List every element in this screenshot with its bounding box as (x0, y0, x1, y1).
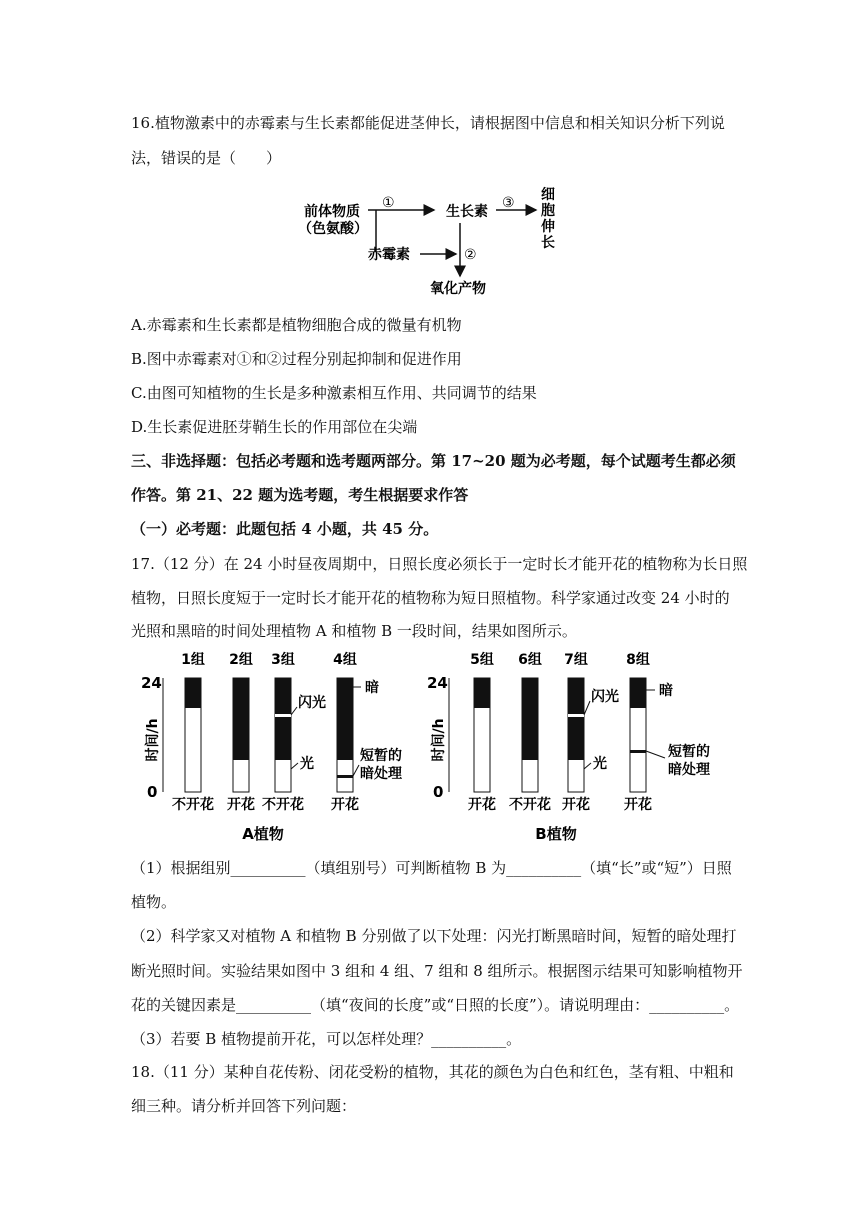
group-5-bar (474, 678, 490, 792)
group-2-result: 开花 (227, 797, 255, 813)
plant-b-caption: B植物 (535, 825, 577, 843)
q17-part2-line3: 花的关键因素是__________（填“夜间的长度”或“日照的长度”）。请说明理由：__________。 (131, 996, 740, 1014)
group-5-result: 开花 (468, 797, 496, 813)
flash-label-a: 闪光 (298, 695, 326, 711)
group-2-bar (233, 678, 249, 792)
q17-part1-line2: 植物。 (131, 893, 177, 911)
q17-stem-line2: 植物，日照长度短于一定时长才能开花的植物称为短日照植物。科学家通过改变 24 小时的 (131, 589, 730, 607)
precursor-label: 前体物质 (304, 204, 360, 220)
q16-option-d: D.生长素促进胚芽鞘生长的作用部位在尖端 (131, 418, 418, 436)
y-axis-label-a: 时间/h (145, 718, 161, 762)
cell-elongation-char-3: 伸 (541, 219, 555, 235)
q16-stem-line2: 法，错误的是（ ） (131, 149, 282, 167)
group-1-label: 1组 (181, 652, 205, 668)
group-4-result: 开花 (331, 797, 359, 813)
group-7-result: 开花 (562, 797, 590, 813)
q18-stem-line1: 18.（11 分）某种自花传粉、闭花受粉的植物，其花的颜色为白色和红色，茎有粗、中粗和 (131, 1063, 734, 1081)
q16-option-a: A.赤霉素和生长素都是植物细胞合成的微量有机物 (131, 316, 462, 334)
flash-label-b: 闪光 (591, 689, 619, 705)
group-3-label: 3组 (271, 652, 295, 668)
dark-label-b: 暗 (659, 683, 673, 699)
group-6-result: 不开花 (509, 797, 551, 813)
step1-marker: ① (382, 195, 395, 211)
step3-marker: ③ (502, 195, 515, 211)
q16-stem-line1: 16.植物激素中的赤霉素与生长素都能促进茎伸长，请根据图中信息和相关知识分析下列说 (131, 114, 725, 132)
y-axis-bottom-b: 0 (433, 783, 444, 801)
group-2-label: 2组 (229, 652, 253, 668)
light-label-a: 光 (300, 756, 314, 772)
step2-marker: ② (464, 247, 477, 263)
y-axis-label-b: 时间/h (431, 718, 447, 762)
section3-subheading: （一）必考题：此题包括 4 小题，共 45 分。 (131, 520, 439, 538)
group-3-result: 不开花 (262, 797, 304, 813)
brief-dark-label-b-1: 短暂的 (668, 744, 710, 760)
group-8-label: 8组 (626, 652, 650, 668)
y-axis-top-a: 24 (141, 674, 162, 692)
group-6-bar (522, 678, 538, 792)
group-8-bar (630, 678, 646, 792)
group-1-bar (185, 678, 201, 792)
plant-a-caption: A植物 (242, 825, 284, 843)
group-4-label: 4组 (333, 652, 357, 668)
precursor-note: （色氨酸） (298, 221, 368, 237)
group-6-label: 6组 (518, 652, 542, 668)
q16-option-c: C.由图可知植物的生长是多种激素相互作用、共同调节的结果 (131, 384, 537, 402)
q17-stem-line1: 17.（12 分）在 24 小时昼夜周期中，日照长度必须长于一定时长才能开花的植物称为长日照 (131, 555, 748, 573)
section3-heading-line1: 三、非选择题：包括必考题和选考题两部分。第 17~20 题为必考题，每个试题考生都必须 (131, 452, 736, 470)
group-1-result: 不开花 (172, 797, 214, 813)
y-axis-bottom-a: 0 (147, 783, 158, 801)
q18-stem-line2: 细三种。请分析并回答下列问题： (131, 1097, 357, 1115)
group-3-bar (275, 678, 291, 792)
dark-label-a: 暗 (365, 680, 379, 696)
group-5-label: 5组 (470, 652, 494, 668)
oxidation-product-label: 氧化产物 (430, 281, 486, 297)
group-7-label: 7组 (564, 652, 588, 668)
light-label-b: 光 (593, 756, 607, 772)
y-axis-top-b: 24 (427, 674, 448, 692)
cell-elongation-char-1: 细 (541, 187, 555, 203)
brief-dark-label-a-2: 暗处理 (360, 766, 402, 782)
cell-elongation-char-4: 长 (541, 235, 555, 251)
q17-stem-line3: 光照和黑暗的时间处理植物 A 和植物 B 一段时间，结果如图所示。 (131, 622, 577, 640)
group-7-bar (568, 678, 584, 792)
section3-heading-line2: 作答。第 21、22 题为选考题，考生根据要求作答 (131, 486, 469, 504)
q16-option-b: B.图中赤霉素对①和②过程分别起抑制和促进作用 (131, 350, 462, 368)
q17-part2-line2: 断光照时间。实验结果如图中 3 组和 4 组、7 组和 8 组所示。根据图示结果可知影响植物开 (131, 962, 743, 980)
brief-dark-label-a-1: 短暂的 (360, 748, 402, 764)
group-4-bar (337, 678, 353, 792)
hormone-pathway-diagram (290, 183, 580, 300)
photoperiod-figure (135, 645, 735, 850)
q17-part3: （3）若要 B 植物提前开花，可以怎样处理？__________。 (131, 1030, 522, 1048)
q17-part2-line1: （2）科学家又对植物 A 和植物 B 分别做了以下处理：闪光打断黑暗时间，短暂的暗处理打 (131, 927, 737, 945)
group-8-result: 开花 (624, 797, 652, 813)
brief-dark-label-b-2: 暗处理 (668, 762, 710, 778)
cell-elongation-char-2: 胞 (541, 203, 555, 219)
auxin-label: 生长素 (446, 204, 488, 220)
q17-part1-line1: （1）根据组别__________（填组别号）可判断植物 B 为__________（填“长”或“短”）日照 (131, 859, 732, 877)
gibberellin-label: 赤霉素 (368, 247, 410, 263)
